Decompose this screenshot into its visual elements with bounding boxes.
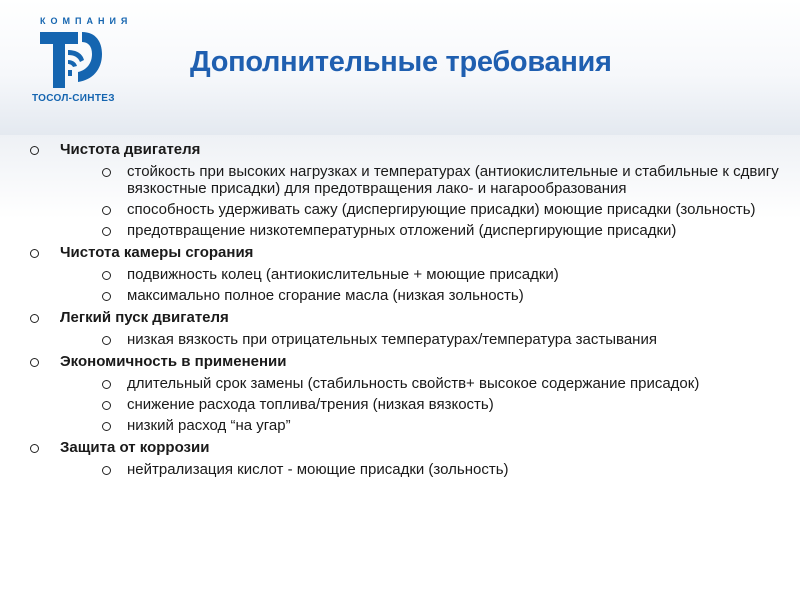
circle-bullet-icon [30,146,39,155]
section-item [30,140,790,239]
list-item: нейтрализация кислот - моющие присадки (зольность) [102,461,790,478]
circle-bullet-icon [102,227,111,236]
circle-bullet-icon [102,422,111,431]
circle-bullet-icon [102,380,111,389]
section-heading: Экономичность в применении [60,353,287,370]
section-heading: Защита от коррозии [60,439,210,456]
circle-bullet-icon [30,444,39,453]
circle-bullet-icon [102,336,111,345]
section-heading: Чистота камеры сгорания [60,244,254,261]
list-item: снижение расхода топлива/трения (низкая вязкость) [102,396,790,413]
logo-company-label: КОМПАНИЯ [40,16,133,26]
logo-mark-icon [38,30,104,90]
list-item: низкая вязкость при отрицательных температурах/температура застывания [102,331,790,348]
circle-bullet-icon [102,206,111,215]
circle-bullet-icon [102,466,111,475]
circle-bullet-icon [30,358,39,367]
list-item: подвижность колец (антиокислительные + моющие присадки) [102,266,790,283]
circle-bullet-icon [102,401,111,410]
circle-bullet-icon [30,314,39,323]
circle-bullet-icon [30,249,39,258]
list-item: максимально полное сгорание масла (низкая зольность) [102,287,790,304]
list-item: стойкость при высоких нагрузках и температурах (антиокислительные и стабильные к сдвигу вязкостные присадки) для предотвращения лако- и нагарообразования [102,163,790,197]
list-item: низкий расход “на угар” [102,417,790,434]
list-item: способность удерживать сажу (диспергирующие присадки) моющие присадки (зольность) [102,201,790,218]
section-item [30,308,790,348]
logo-brand-label: ТОСОЛ-СИНТЕЗ [32,93,115,104]
slide-title: Дополнительные требования [190,46,612,78]
circle-bullet-icon [102,168,111,177]
section-item [30,243,790,304]
section-item [30,352,790,434]
list-item: длительный срок замены (стабильность свойств+ высокое содержание присадок) [102,375,790,392]
circle-bullet-icon [102,292,111,301]
circle-bullet-icon [102,271,111,280]
section-heading: Легкий пуск двигателя [60,309,229,326]
section-item [30,438,790,478]
requirements-list [30,140,790,482]
list-item: предотвращение низкотемпературных отложений (диспергирующие присадки) [102,222,790,239]
section-heading: Чистота двигателя [60,141,201,158]
